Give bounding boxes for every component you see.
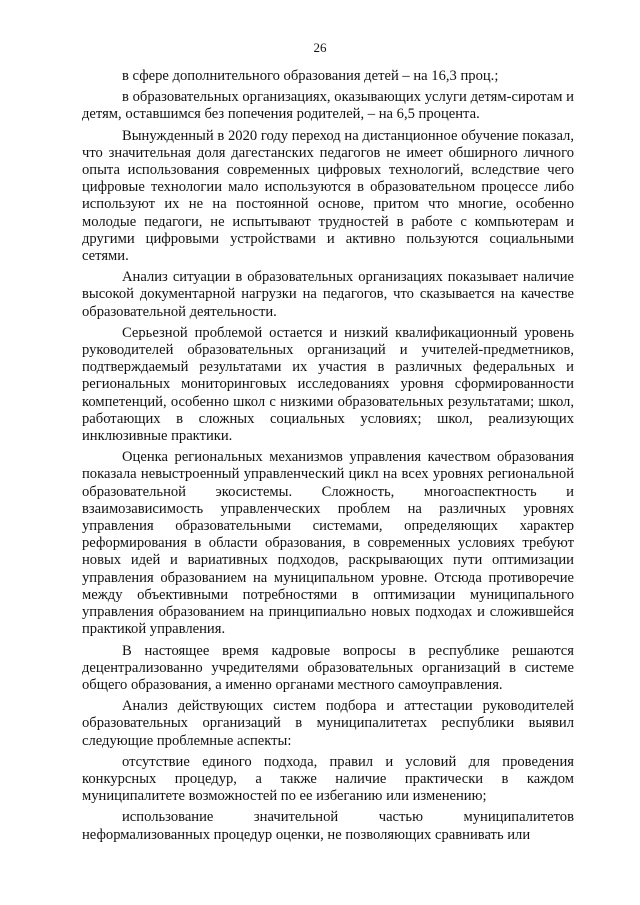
- body-text: [82, 68, 574, 844]
- paragraph-orphan-services: в образовательных организациях, оказывающих услуги детям-сиротам и детям, оставшимся без попечения родителей, – на 6,5 процента.: [82, 89, 574, 123]
- page-number: 26: [313, 40, 327, 55]
- paragraph-additional-education: в сфере дополнительного образования детей – на 16,3 проц.;: [122, 68, 499, 84]
- paragraph-informal-procedures: использование значительной частью муниципалитетов неформализованных процедур оценки, не позволяющих сравнивать или: [82, 809, 574, 843]
- paragraph-document-workload: Анализ ситуации в образовательных организациях показывает наличие высокой документарной нагрузки на педагогов, что сказывается на качестве образовательной деятельности.: [82, 269, 574, 320]
- paragraph-qualification-level: Серьезной проблемой остается и низкий квалификационный уровень руководителей образовательных организаций и учителей-предметников, подтверждаемый результатами их участия в различных федеральных и региональных мониторинговых исследованиях уровня сформированности компетенций, особенно школ с низкими образовательных результатами; школ, работающих в сложных социальных условиях; школ, реализующих инклюзивные практики.: [82, 324, 574, 445]
- paragraph-no-unified-approach: отсутствие единого подхода, правил и условий для проведения конкурсных процедур, а также наличие практически в каждом муниципалитете возможностей по ее избеганию или изменению;: [82, 753, 574, 805]
- paragraph-staffing-issues: В настоящее время кадровые вопросы в республике решаются децентрализованно учредителями образовательных организаций в системе общего образования, а именно органами местного самоуправления.: [82, 642, 574, 693]
- paragraph-quality-management: Оценка региональных механизмов управления качеством образования показала невыстроенный управленческий цикл на всех уровнях региональной образовательной экосистемы. Сложность, многоаспектность и взаимозависимость управленческих проблем на различных уровнях управления образовательными системами, определяющих характер реформирования в области образования, в современных условиях требуют новых идей и вариативных подходов, раскрывающих пути оптимизации управления образованием на муниципальном уровне. Отсюда противоречие между объективными потребностями в оптимизации муниципального управления образованием на принципиально новых подходах и сложившейся практикой управления.: [82, 449, 574, 638]
- paragraph-distance-learning: Вынужденный в 2020 году переход на дистанционное обучение показал, что значительная доля дагестанских педагогов не имеет обширного личного опыта использования современных цифровых технологий, вследствие чего цифровые технологии мало используются в образовательном процессе либо используют их не на постоянной основе, притом что многие, особенно молодые педагоги, не испытывают трудностей в работе с компьютерам и другими цифровыми устройствами и активно пользуются социальными сетями.: [82, 127, 574, 265]
- paragraph-selection-analysis: Анализ действующих систем подбора и аттестации руководителей образовательных организаций в муниципалитетах республики выявил следующие проблемные аспекты:: [82, 698, 574, 749]
